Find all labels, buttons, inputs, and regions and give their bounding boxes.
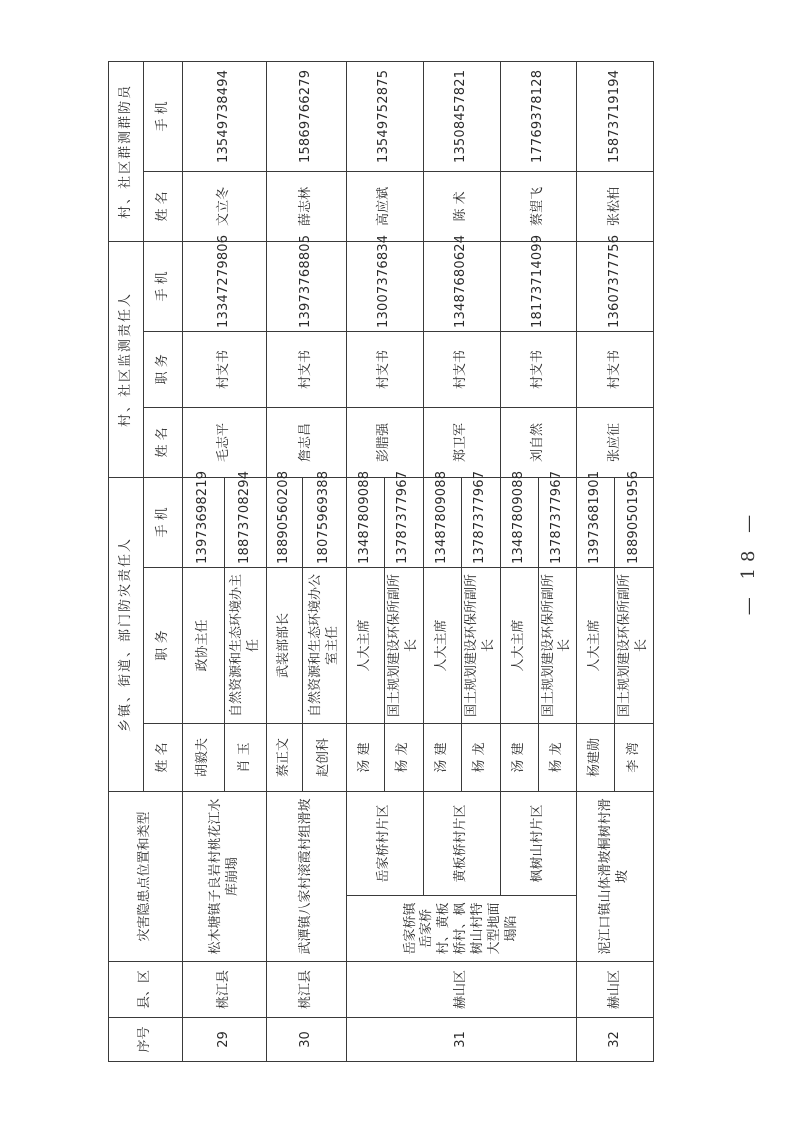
village-phone-cell: 13487680624 bbox=[423, 241, 500, 331]
town-name-cell: 杨 龙 bbox=[385, 723, 424, 791]
town-position-cell: 国土规划建设环保所副所长 bbox=[461, 567, 500, 723]
village-name-cell: 彭腊强 bbox=[347, 407, 424, 477]
town-name-cell: 汤 建 bbox=[347, 723, 385, 791]
town-position-cell: 人大主席 bbox=[500, 567, 538, 723]
sub-area-cell: 黄板桥村片区 bbox=[423, 791, 500, 895]
town-phone-cell: 18873708294 bbox=[225, 477, 267, 567]
sub-area-cell: 岳家桥村片区 bbox=[347, 791, 424, 895]
town-phone-cell: 13787377967 bbox=[538, 477, 577, 567]
county-cell: 赫山区 bbox=[347, 962, 577, 1018]
seq-cell: 31 bbox=[347, 1018, 577, 1062]
table-row bbox=[577, 61, 615, 1061]
seq-cell: 29 bbox=[183, 1018, 267, 1062]
header-town-name: 姓 名 bbox=[144, 723, 183, 791]
county-cell: 桃江县 bbox=[267, 962, 347, 1018]
town-position-cell: 武装部部长 bbox=[267, 567, 303, 723]
town-phone-cell: 13787377967 bbox=[385, 477, 424, 567]
village-position-cell: 村支书 bbox=[267, 331, 347, 407]
patrol-phone-cell: 15873719194 bbox=[577, 61, 654, 171]
village-phone-cell: 18173714099 bbox=[500, 241, 577, 331]
hazard-responsibility-table bbox=[108, 61, 654, 1062]
village-name-cell: 刘自然 bbox=[500, 407, 577, 477]
town-phone-cell: 13973681901 bbox=[577, 477, 615, 567]
patrol-phone-cell: 13549752875 bbox=[347, 61, 424, 171]
village-phone-cell: 13607377756 bbox=[577, 241, 654, 331]
village-name-cell: 张应征 bbox=[577, 407, 654, 477]
town-name-cell: 汤 建 bbox=[423, 723, 461, 791]
header-county: 县、区 bbox=[109, 962, 183, 1018]
patrol-phone-cell: 15869766279 bbox=[267, 61, 347, 171]
town-position-cell: 人大主席 bbox=[577, 567, 615, 723]
town-position-cell: 自然资源和生态环境办主任 bbox=[225, 567, 267, 723]
county-cell: 赫山区 bbox=[577, 962, 654, 1018]
location-cell: 岳家桥镇岳家桥村、黄板桥村、枫树山村特大型地面塌陷 bbox=[347, 896, 577, 962]
town-name-cell: 汤 建 bbox=[500, 723, 538, 791]
header-town-position: 职 务 bbox=[144, 567, 183, 723]
page-number: — 18 — bbox=[738, 508, 759, 616]
sub-area-cell: 枫树山村片区 bbox=[500, 791, 577, 895]
village-position-cell: 村支书 bbox=[500, 331, 577, 407]
village-position-cell: 村支书 bbox=[183, 331, 267, 407]
town-name-cell: 杨建勋 bbox=[577, 723, 615, 791]
town-position-cell: 国土规划建设环保所副所长 bbox=[538, 567, 577, 723]
table-row bbox=[347, 61, 385, 1061]
patrol-name-cell: 文立冬 bbox=[183, 171, 267, 241]
village-position-cell: 村支书 bbox=[423, 331, 500, 407]
county-cell: 桃江县 bbox=[183, 962, 267, 1018]
town-phone-cell: 13487809088 bbox=[347, 477, 385, 567]
town-name-cell: 杨 龙 bbox=[461, 723, 500, 791]
patrol-name-cell: 张松柏 bbox=[577, 171, 654, 241]
header-patrol-name: 姓 名 bbox=[144, 171, 183, 241]
patrol-name-cell: 陈 术 bbox=[423, 171, 500, 241]
town-phone-cell: 18890501956 bbox=[615, 477, 654, 567]
header-patrol-phone: 手 机 bbox=[144, 61, 183, 171]
location-cell: 武潭镇八家村滚霞村组滑坡 bbox=[267, 791, 347, 961]
town-position-cell: 国土规划建设环保所副所长 bbox=[615, 567, 654, 723]
header-village-name: 姓 名 bbox=[144, 407, 183, 477]
town-name-cell: 胡毅夫 bbox=[183, 723, 225, 791]
patrol-name-cell: 高应斌 bbox=[347, 171, 424, 241]
header-patrol-group: 村、社区群测群防员 bbox=[109, 61, 144, 241]
header-town-phone: 手 机 bbox=[144, 477, 183, 567]
header-town-group: 乡镇、街道、部门防灾责任人 bbox=[109, 477, 144, 791]
header-village-group: 村、社区监测责任人 bbox=[109, 241, 144, 477]
location-cell: 松木塘镇子良岩村桃花江水库崩塌 bbox=[183, 791, 267, 961]
location-cell: 泥江口镇山体滑坡桐树村滑坡 bbox=[577, 791, 654, 961]
patrol-phone-cell: 13508457821 bbox=[423, 61, 500, 171]
seq-cell: 30 bbox=[267, 1018, 347, 1062]
town-position-cell: 自然资源和生态环境办公室主任 bbox=[303, 567, 347, 723]
town-phone-cell: 13487809088 bbox=[500, 477, 538, 567]
header-hazard: 灾害隐患点位置和类型 bbox=[109, 791, 183, 961]
town-phone-cell: 13973698219 bbox=[183, 477, 225, 567]
village-phone-cell: 13973768805 bbox=[267, 241, 347, 331]
town-name-cell: 蔡正文 bbox=[267, 723, 303, 791]
header-seq: 序号 bbox=[109, 1018, 183, 1062]
village-phone-cell: 13007376834 bbox=[347, 241, 424, 331]
town-position-cell: 人大主席 bbox=[423, 567, 461, 723]
patrol-name-cell: 蔡望飞 bbox=[500, 171, 577, 241]
patrol-phone-cell: 13549738494 bbox=[183, 61, 267, 171]
town-position-cell: 政协主任 bbox=[183, 567, 225, 723]
town-phone-cell: 18890560208 bbox=[267, 477, 303, 567]
patrol-phone-cell: 17769378128 bbox=[500, 61, 577, 171]
town-name-cell: 李 湾 bbox=[615, 723, 654, 791]
village-name-cell: 毛志平 bbox=[183, 407, 267, 477]
patrol-name-cell: 薛志林 bbox=[267, 171, 347, 241]
town-position-cell: 人大主席 bbox=[347, 567, 385, 723]
town-name-cell: 杨 龙 bbox=[538, 723, 577, 791]
town-phone-cell: 18075969388 bbox=[303, 477, 347, 567]
village-position-cell: 村支书 bbox=[577, 331, 654, 407]
town-phone-cell: 13787377967 bbox=[461, 477, 500, 567]
town-phone-cell: 13487809088 bbox=[423, 477, 461, 567]
table-row bbox=[183, 61, 225, 1061]
town-name-cell: 肖 玉 bbox=[225, 723, 267, 791]
village-phone-cell: 13347279806 bbox=[183, 241, 267, 331]
seq-cell: 32 bbox=[577, 1018, 654, 1062]
header-village-phone: 手 机 bbox=[144, 241, 183, 331]
header-village-position: 职 务 bbox=[144, 331, 183, 407]
village-name-cell: 郑卫军 bbox=[423, 407, 500, 477]
village-name-cell: 詹志昌 bbox=[267, 407, 347, 477]
town-name-cell: 赵创科 bbox=[303, 723, 347, 791]
town-position-cell: 国土规划建设环保所副所长 bbox=[385, 567, 424, 723]
table-row bbox=[267, 61, 303, 1061]
village-position-cell: 村支书 bbox=[347, 331, 424, 407]
